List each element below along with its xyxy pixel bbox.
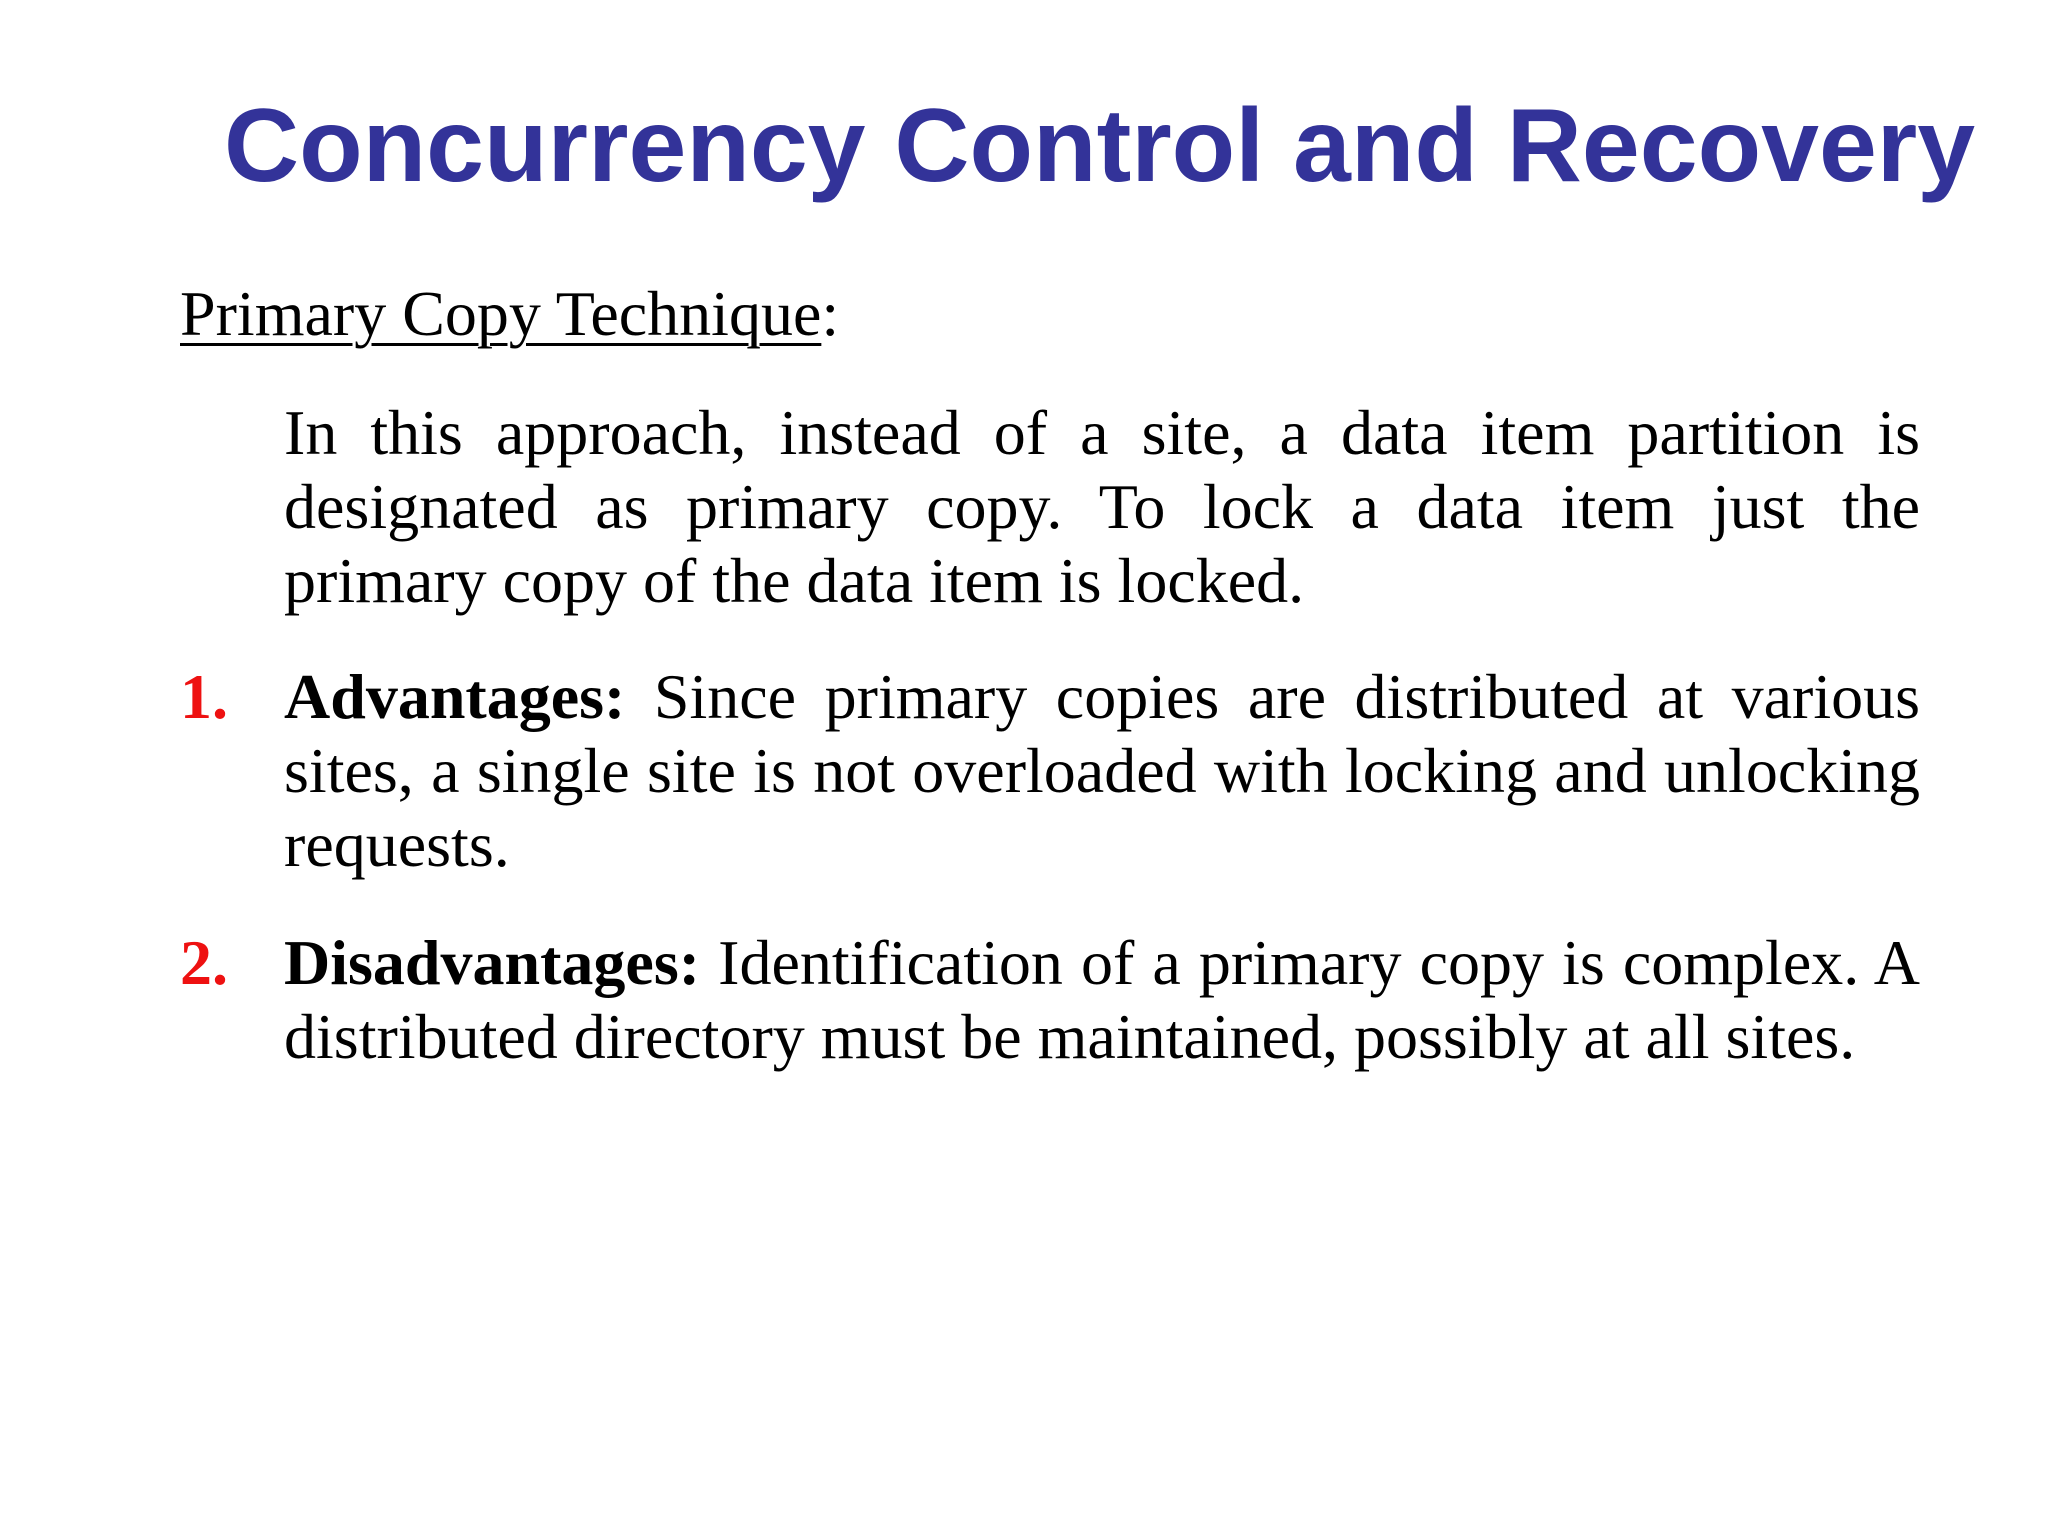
list-number-1: 1. — [180, 661, 228, 732]
list-item-advantages — [284, 660, 1920, 882]
list-number-2: 2. — [180, 927, 228, 998]
section-heading — [180, 276, 839, 352]
advantages-text: Since primary copies are distributed at various sites, a single site is not overloaded with locking and unlocking requests. — [284, 661, 1920, 880]
intro-paragraph: In this approach, instead of a site, a data item partition is designated as primary copy. To lock a data item just the primary copy of the data item is locked. — [284, 397, 1920, 616]
list-item-disadvantages — [284, 926, 1920, 1074]
advantages-label: Advantages: — [284, 661, 626, 732]
disadvantages-text: Identification of a primary copy is complex. A distributed directory must be maintained, possibly at all sites. — [284, 927, 1920, 1072]
section-heading-colon: : — [821, 278, 840, 349]
section-heading-text: Primary Copy Technique — [180, 278, 822, 349]
slide-title: Concurrency Control and Recovery — [224, 88, 1976, 204]
disadvantages-label: Disadvantages: — [284, 927, 701, 998]
